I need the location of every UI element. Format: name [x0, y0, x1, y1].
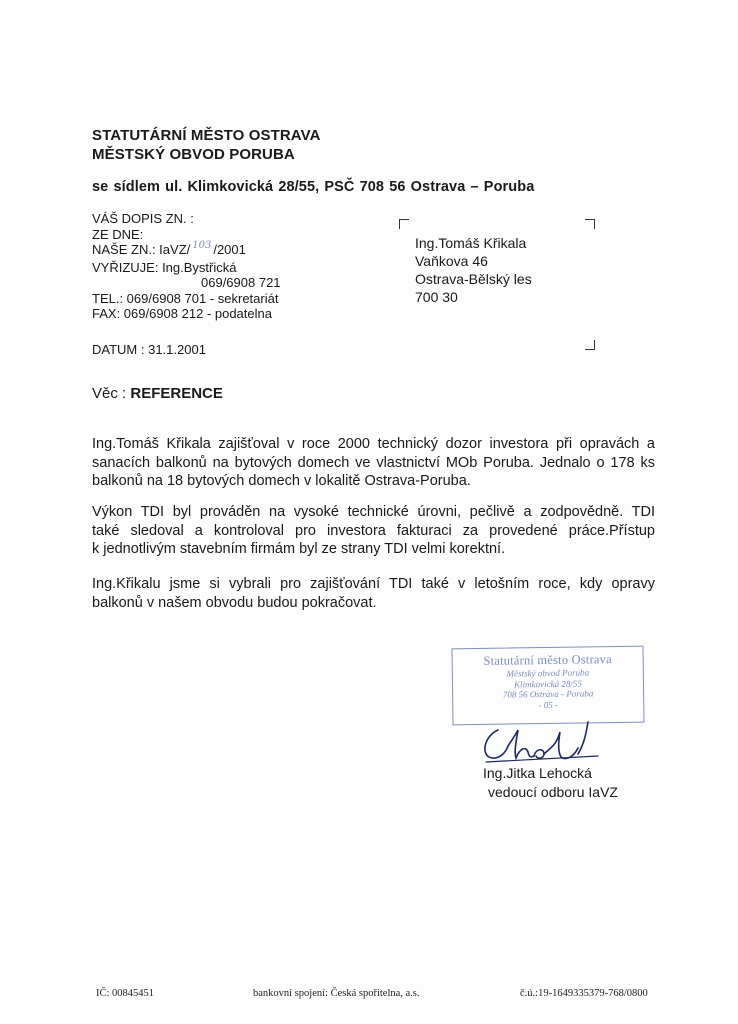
subject-label: Věc :: [92, 385, 127, 402]
body-line: sanacích balkonů na bytových domech ve vlastnictví MOb Poruba. Jednalo o 178 ks: [92, 454, 655, 471]
stamp-line: Klimkovická 28/55: [514, 678, 582, 689]
ref-handler: VYŘIZUJE: Ing.Bystřická: [92, 259, 237, 275]
body-paragraph-3: [92, 575, 655, 612]
recipient-city: Ostrava-Bělský les: [415, 271, 532, 287]
footer-account: č.ú.:19-1649335379-768/0800: [520, 988, 648, 999]
recipient-name: Ing.Tomáš Křikala: [415, 235, 527, 251]
recipient-bracket-top-left: [399, 219, 409, 229]
ref-our-number-prefix: NAŠE ZN.: IaVZ/: [92, 242, 191, 257]
recipient-zip: 700 30: [415, 289, 458, 305]
footer-ic: IČ: 00845451: [96, 988, 155, 999]
handwritten-signature: [478, 718, 608, 766]
ref-your-letter: VÁŠ DOPIS ZN. :: [92, 211, 194, 226]
body-line: balkonů v našem obvodu budou pokračovat.: [92, 594, 377, 611]
stamp-line: Statutární město Ostrava: [483, 652, 612, 668]
body-paragraph-1: [92, 435, 655, 491]
recipient-bracket-bottom-right: [585, 340, 595, 350]
ref-date: DATUM : 31.1.2001: [92, 342, 206, 357]
signatory: [483, 764, 618, 802]
recipient-address: [415, 234, 532, 306]
body-line: Výkon TDI byl prováděn na vysoké technické úrovni, pečlivě a zodpovědně. TDI: [92, 504, 655, 520]
org-address: se sídlem ul. Klimkovická 28/55, PSČ 708 56 Ostrava – Poruba: [92, 179, 535, 195]
ref-handler-phone: 069/6908 721: [201, 275, 281, 290]
subject-line: [92, 385, 223, 402]
stamp-line: - 05 -: [538, 699, 559, 710]
signatory-title: vedoucí odboru IaVZ: [488, 784, 618, 800]
org-district: MĚSTSKÝ OBVOD PORUBA: [92, 146, 295, 163]
org-name: STATUTÁRNÍ MĚSTO OSTRAVA: [92, 127, 321, 144]
ref-dated: ZE DNE:: [92, 226, 144, 242]
stamp-line: 708 56 Ostrava - Poruba: [502, 688, 594, 700]
ref-our-number: [92, 242, 281, 260]
body-line: k jednotlivým stavebním firmám byl ze strany TDI velmi korektní.: [92, 541, 506, 558]
body-line: Ing.Tomáš Křikala zajišťoval v roce 2000 technický dozor investora při opravách a: [92, 436, 655, 452]
subject-value: REFERENCE: [130, 385, 223, 402]
footer-bank: bankovní spojení: Česká spořitelna, a.s.: [253, 988, 420, 999]
recipient-street: Vaňkova 46: [415, 253, 488, 269]
ref-fax: FAX: 069/6908 212 - podatelna: [92, 306, 272, 321]
body-paragraph-2: [92, 503, 655, 559]
signatory-name: Ing.Jitka Lehocká: [483, 765, 592, 781]
reference-block: [92, 211, 281, 322]
body-line: balkonů na 18 bytových domech v lokalitě Ostrava-Poruba.: [92, 473, 471, 490]
body-line: Ing.Křikalu jsme si vybrali pro zajišťování TDI také v letošním roce, kdy opravy: [92, 576, 655, 592]
official-stamp: [451, 646, 644, 726]
ref-our-number-suffix: /2001: [213, 242, 246, 257]
stamp-line: Městský obvod Poruba: [506, 667, 590, 679]
ref-tel: TEL.: 069/6908 701 - sekretariát: [92, 290, 279, 306]
ref-handwritten-number: 103: [192, 240, 212, 251]
body-line: také sledoval a kontroloval pro investora fakturaci za provedené práce.Přístup: [92, 522, 655, 539]
recipient-bracket-top-right: [585, 219, 595, 229]
